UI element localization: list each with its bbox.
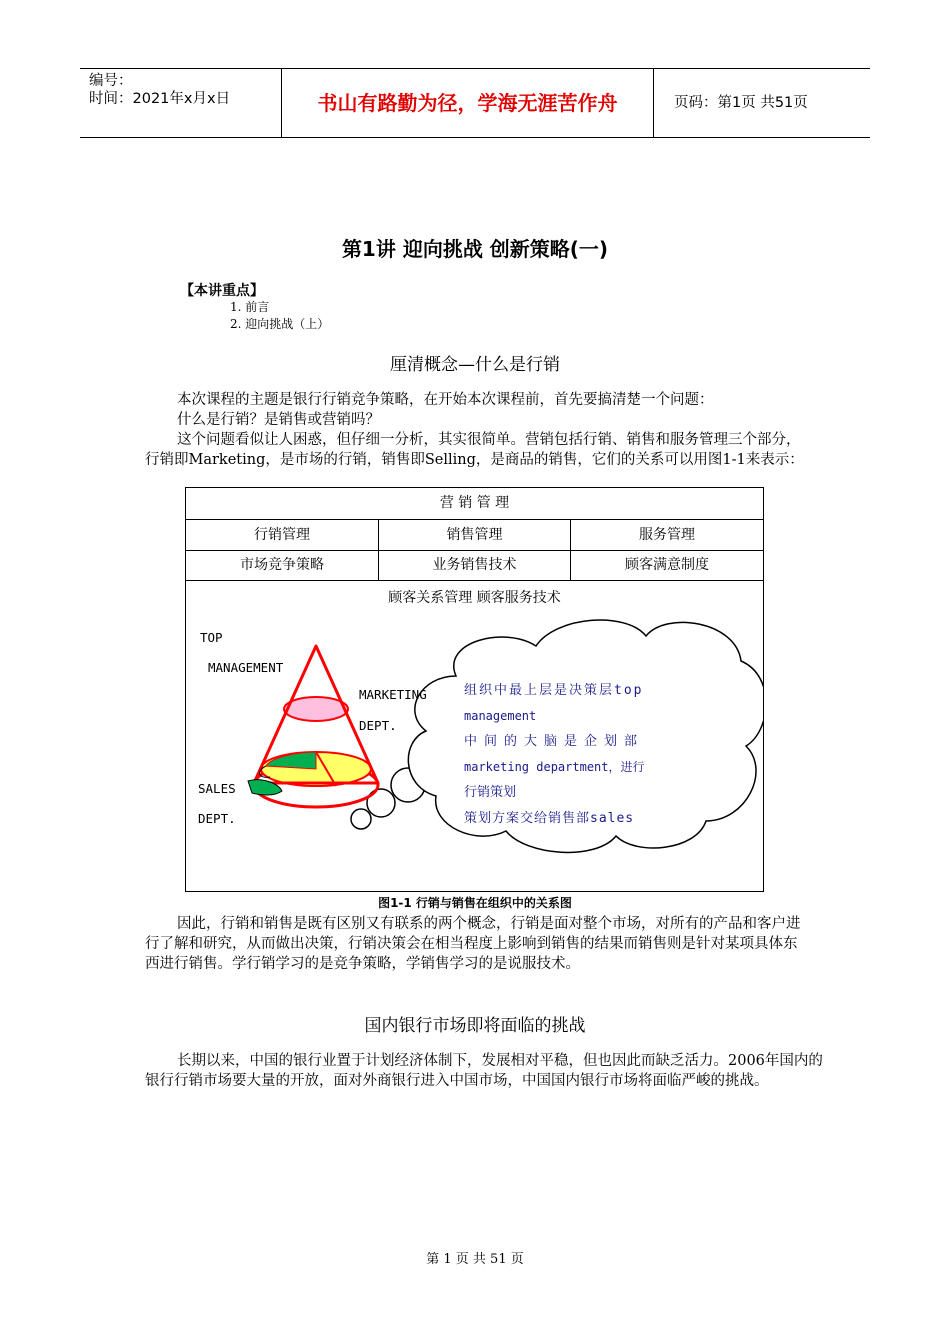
figure-caption: 图1-1 行销与销售在组织中的关系图	[378, 896, 572, 910]
diagram-cell: 市场竞争策略	[186, 551, 379, 580]
page-header	[80, 68, 870, 138]
section1-conclusion	[145, 914, 810, 974]
header-page-info	[664, 69, 870, 137]
label-marketing: MARKETING	[359, 687, 427, 702]
diagram-row	[186, 520, 763, 551]
diagram-header-row	[186, 488, 763, 520]
paragraph: 本次课程的主题是银行行销竞争策略，在开始本次课程前，首先要搞清楚一个问题：	[177, 392, 714, 408]
section-heading-challenges: 国内银行市场即将面临的挑战	[364, 1016, 586, 1036]
lecture-title: 第1讲 迎向挑战 创新策略(一)	[341, 237, 609, 261]
label-top: TOP	[200, 630, 223, 645]
cloud-line: 组织中最上层是决策层top	[464, 683, 644, 698]
header-motto: 书山有路勤为径，学海无涯苦作舟	[282, 69, 654, 137]
key-point-item: 2. 迎向挑战（上）	[230, 317, 330, 331]
label-sales: SALES	[198, 781, 236, 796]
label-marketing-dept: DEPT.	[359, 718, 397, 733]
document-time-label: 时间：2021年x月x日	[89, 91, 231, 107]
cloud-line: 策划方案交给销售部sales	[464, 810, 635, 826]
cloud-line: management	[464, 708, 537, 723]
paragraph: 长期以来，中国的银行业置于计划经济体制下，发展相对平稳，但也因此而缺乏活力。2006年国内的银行行销市场要大量的开放，面对外商银行进入中国市场，中国国内银行市场将面临严峻的挑战。	[145, 1053, 823, 1089]
cloud-line: 行销策划	[464, 785, 517, 800]
diagram-cell: 服务管理	[639, 527, 695, 543]
key-point-item: 1. 前言	[230, 300, 270, 314]
paragraph: 这个问题看似让人困惑，但仔细一分析，其实很简单。营销包括行销、销售和服务管理三个部分，行销即Marketing，是市场的行销，销售即Selling，是商品的销售，它们的关系可以用图1-1来表示：	[145, 432, 804, 468]
page-footer: 第 1 页 共 51 页	[426, 1252, 524, 1267]
diagram-row	[186, 551, 763, 581]
cloud-text	[464, 678, 645, 831]
diagram-cell: 业务销售技术	[379, 551, 571, 580]
label-top-management: MANAGEMENT	[208, 660, 284, 675]
diagram-row3-text: 顾客关系管理 顾客服务技术	[388, 590, 561, 606]
document-number-label: 编号：	[89, 73, 133, 89]
cloud-line: 中间的大脑是企划部	[464, 734, 645, 749]
section2-body	[145, 1051, 830, 1091]
page-info-text: 页码：第1页 共51页	[674, 95, 808, 111]
key-points-heading: 【本讲重点】	[180, 283, 264, 299]
diagram-cell: 行销管理	[186, 520, 379, 550]
diagram-cell: 顾客满意制度	[625, 557, 709, 573]
section-heading-marketing: 厘清概念—什么是行销	[390, 355, 560, 375]
cloud-line: marketing department，进行	[464, 759, 645, 774]
section1-body	[145, 390, 810, 470]
diagram-cell: 销售管理	[379, 520, 571, 550]
paragraph: 什么是行销？是销售或营销吗？	[177, 412, 380, 428]
org-diagram	[185, 487, 764, 892]
label-sales-dept: DEPT.	[198, 811, 236, 826]
diagram-top-header: 营 销 管 理	[439, 495, 510, 511]
paragraph: 因此，行销和销售是既有区别又有联系的两个概念，行销是面对整个市场，对所有的产品和客户进行了解和研究，从而做出决策，行销决策会在相当程度上影响到销售的结果而销售则是针对某项具体东西进行销售。学行销学习的是竞争策略，学销售学习的是说服技术。	[145, 916, 801, 972]
header-meta	[80, 69, 282, 137]
